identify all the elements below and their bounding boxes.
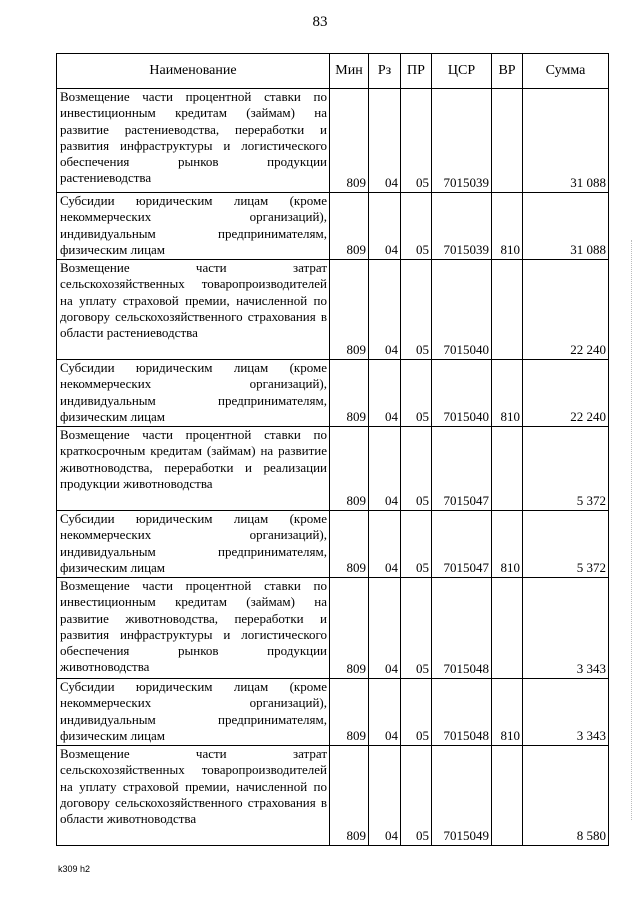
cell-rz: 04	[369, 746, 401, 846]
cell-csr: 7015048	[432, 578, 492, 679]
cell-min: 809	[330, 746, 369, 846]
cell-name: Возмещение части процентной ставки по инвестиционным кредитам (займам) на развитие растениеводства, переработки и развития инфраструктуры и логистического обеспечения рынков продукции растениеводства	[57, 89, 330, 193]
table-row	[57, 260, 609, 360]
cell-sum: 3 343	[523, 679, 609, 746]
cell-min: 809	[330, 89, 369, 193]
header-row	[57, 54, 609, 89]
cell-vr	[492, 746, 523, 846]
cell-vr	[492, 578, 523, 679]
cell-csr: 7015040	[432, 360, 492, 427]
table-row	[57, 360, 609, 427]
cell-name: Возмещение части процентной ставки по инвестиционным кредитам (займам) на развитие животноводства, переработки и развития инфраструктуры и логистического обеспечения рынков продукции животноводства	[57, 578, 330, 679]
budget-table	[56, 53, 609, 846]
cell-min: 809	[330, 679, 369, 746]
cell-sum: 31 088	[523, 193, 609, 260]
cell-csr: 7015047	[432, 427, 492, 511]
col-header-rz: Рз	[369, 54, 401, 89]
cell-vr: 810	[492, 679, 523, 746]
cell-sum: 22 240	[523, 360, 609, 427]
table-row	[57, 193, 609, 260]
cell-pr: 05	[401, 89, 432, 193]
cell-pr: 05	[401, 360, 432, 427]
cell-min: 809	[330, 360, 369, 427]
table-row	[57, 679, 609, 746]
cell-pr: 05	[401, 679, 432, 746]
cell-name: Субсидии юридическим лицам (кроме некоммерческих организаций), индивидуальным предпринимателям, физическим лицам	[57, 511, 330, 578]
cell-sum: 22 240	[523, 260, 609, 360]
cell-sum: 3 343	[523, 578, 609, 679]
cell-rz: 04	[369, 511, 401, 578]
cell-name: Возмещение части процентной ставки по краткосрочным кредитам (займам) на развитие животноводства, переработки и реализации продукции животноводства	[57, 427, 330, 511]
cell-sum: 5 372	[523, 427, 609, 511]
cell-pr: 05	[401, 511, 432, 578]
cell-vr	[492, 427, 523, 511]
cell-rz: 04	[369, 578, 401, 679]
cell-min: 809	[330, 193, 369, 260]
cell-min: 809	[330, 427, 369, 511]
cell-sum: 5 372	[523, 511, 609, 578]
table-row	[57, 578, 609, 679]
cell-rz: 04	[369, 427, 401, 511]
col-header-csr: ЦСР	[432, 54, 492, 89]
cell-csr: 7015049	[432, 746, 492, 846]
cell-vr	[492, 260, 523, 360]
table-row	[57, 511, 609, 578]
col-header-vr: ВР	[492, 54, 523, 89]
scan-margin-mark	[630, 240, 632, 820]
cell-rz: 04	[369, 89, 401, 193]
cell-pr: 05	[401, 427, 432, 511]
table-row	[57, 746, 609, 846]
cell-rz: 04	[369, 360, 401, 427]
page-number: 83	[312, 14, 328, 30]
cell-pr: 05	[401, 578, 432, 679]
cell-name: Субсидии юридическим лицам (кроме некоммерческих организаций), индивидуальным предпринимателям, физическим лицам	[57, 193, 330, 260]
cell-rz: 04	[369, 193, 401, 260]
cell-csr: 7015039	[432, 89, 492, 193]
cell-name: Возмещение части затрат сельскохозяйственных товаропроизводителей на уплату страховой премии, начисленной по договору сельскохозяйственного страхования в области растениеводства	[57, 260, 330, 360]
col-header-min: Мин	[330, 54, 369, 89]
cell-vr	[492, 89, 523, 193]
footer-code: k309 h2	[58, 864, 91, 874]
cell-rz: 04	[369, 679, 401, 746]
cell-pr: 05	[401, 193, 432, 260]
cell-name: Субсидии юридическим лицам (кроме некоммерческих организаций), индивидуальным предпринимателям, физическим лицам	[57, 679, 330, 746]
table-row	[57, 427, 609, 511]
cell-name: Субсидии юридическим лицам (кроме некоммерческих организаций), индивидуальным предпринимателям, физическим лицам	[57, 360, 330, 427]
cell-vr: 810	[492, 360, 523, 427]
cell-name: Возмещение части затрат сельскохозяйственных товаропроизводителей на уплату страховой премии, начисленной по договору сельскохозяйственного страхования в области животноводства	[57, 746, 330, 846]
cell-csr: 7015047	[432, 511, 492, 578]
cell-vr: 810	[492, 193, 523, 260]
cell-vr: 810	[492, 511, 523, 578]
col-header-pr: ПР	[401, 54, 432, 89]
cell-rz: 04	[369, 260, 401, 360]
table-row	[57, 89, 609, 193]
cell-csr: 7015048	[432, 679, 492, 746]
cell-pr: 05	[401, 260, 432, 360]
cell-pr: 05	[401, 746, 432, 846]
cell-csr: 7015039	[432, 193, 492, 260]
cell-sum: 31 088	[523, 89, 609, 193]
cell-csr: 7015040	[432, 260, 492, 360]
cell-min: 809	[330, 260, 369, 360]
cell-min: 809	[330, 511, 369, 578]
cell-min: 809	[330, 578, 369, 679]
col-header-sum: Сумма	[523, 54, 609, 89]
col-header-name: Наименование	[57, 54, 330, 89]
cell-sum: 8 580	[523, 746, 609, 846]
